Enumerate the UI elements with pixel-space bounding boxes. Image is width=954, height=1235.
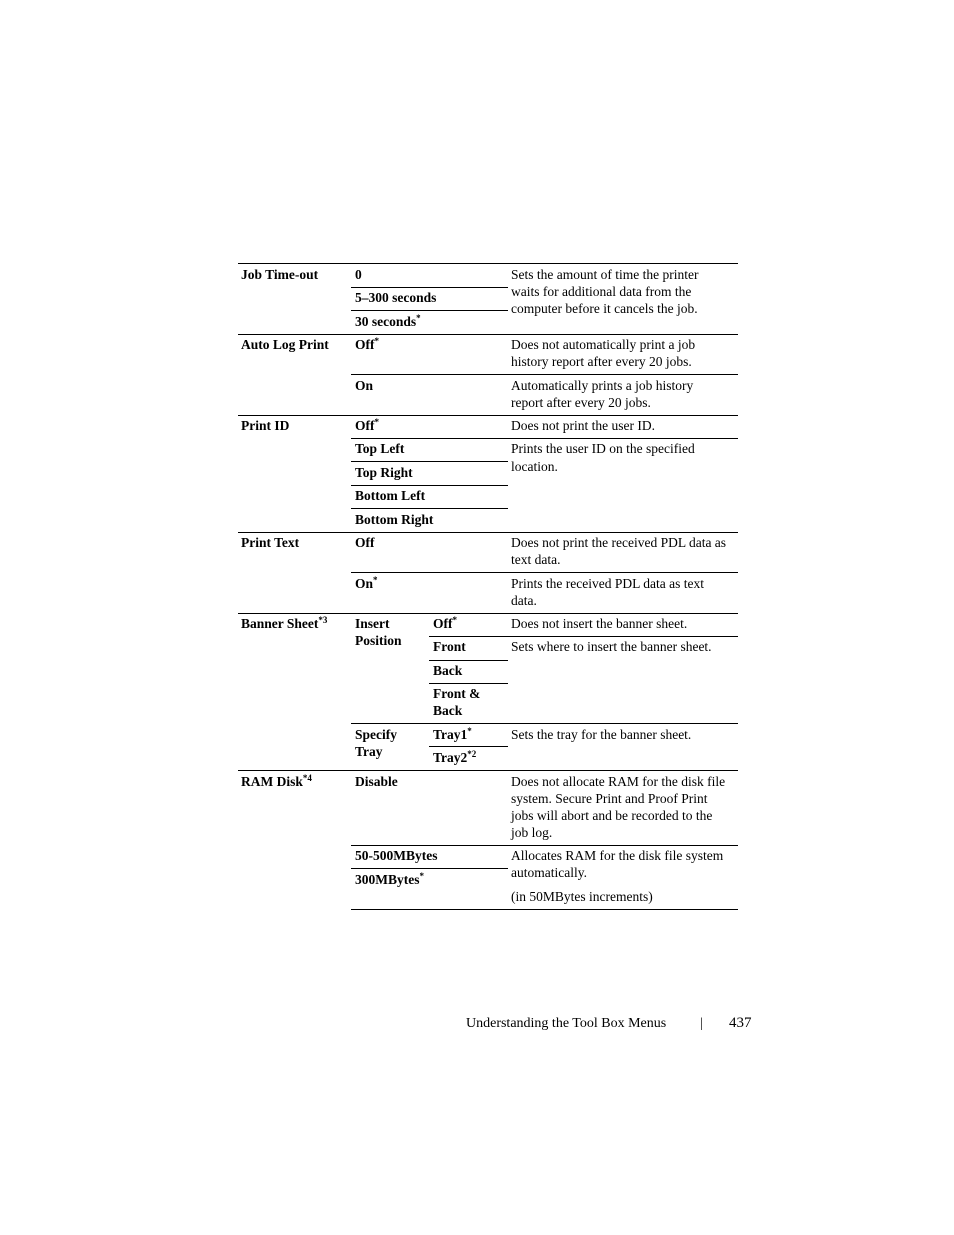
row-divider bbox=[351, 287, 508, 288]
default-marker: * bbox=[467, 726, 472, 736]
description-line: data. bbox=[511, 593, 537, 608]
footer-separator: | bbox=[700, 1016, 703, 1031]
description-line: waits for additional data from the bbox=[511, 284, 692, 299]
option-value: 0 bbox=[355, 267, 362, 282]
option-value: Bottom Left bbox=[355, 488, 426, 503]
description-line: jobs will abort and be recorded to the bbox=[511, 808, 713, 823]
description-line: computer before it cancels the job. bbox=[511, 301, 698, 316]
option-value: On bbox=[355, 378, 374, 393]
footnote-marker: *3 bbox=[318, 615, 328, 625]
option-value: 5–300 seconds bbox=[355, 290, 437, 305]
option-value: Tray2$^{*2}$ bbox=[433, 749, 477, 765]
default-marker: * bbox=[374, 417, 379, 427]
row-divider bbox=[238, 532, 738, 533]
sub-setting-label: Specify bbox=[355, 727, 397, 742]
default-marker: * bbox=[374, 336, 379, 346]
option-value-default: 300MBytes* bbox=[355, 871, 424, 887]
row-divider bbox=[351, 508, 508, 509]
description-line: Prints the received PDL data as text bbox=[511, 576, 704, 591]
description-line: Allocates RAM for the disk file system bbox=[511, 848, 724, 863]
table-bottom-rule bbox=[351, 909, 738, 910]
option-value-default: Off* bbox=[355, 336, 379, 352]
option-value: Back bbox=[433, 703, 463, 718]
row-divider bbox=[351, 461, 508, 462]
description-line: location. bbox=[511, 459, 558, 474]
description-line: job log. bbox=[511, 825, 553, 840]
option-value: 50-500MBytes bbox=[355, 848, 438, 863]
description-line: Sets the tray for the banner sheet. bbox=[511, 727, 692, 742]
row-divider bbox=[351, 723, 738, 724]
description-line: system. Secure Print and Proof Print bbox=[511, 791, 708, 806]
option-value: Off bbox=[355, 535, 375, 550]
description-line: Does not insert the banner sheet. bbox=[511, 616, 688, 631]
option-value: Top Right bbox=[355, 465, 413, 480]
row-divider bbox=[238, 770, 738, 771]
row-divider bbox=[429, 660, 508, 661]
description-line: Sets the amount of time the printer bbox=[511, 267, 699, 282]
description-line: Does not allocate RAM for the disk file bbox=[511, 774, 726, 789]
row-divider bbox=[351, 845, 738, 846]
description-line: text data. bbox=[511, 552, 561, 567]
default-marker: * bbox=[419, 871, 424, 881]
description-note: (in 50MBytes increments) bbox=[511, 889, 653, 904]
option-value: Front bbox=[433, 639, 466, 654]
default-marker: * bbox=[416, 313, 421, 323]
setting-label-print-id: Print ID bbox=[241, 418, 290, 433]
row-divider bbox=[351, 572, 738, 573]
description-line: Sets where to insert the banner sheet. bbox=[511, 639, 712, 654]
description-line: history report after every 20 jobs. bbox=[511, 354, 692, 369]
option-value-default: Off* bbox=[355, 417, 379, 433]
default-marker: * bbox=[373, 575, 378, 585]
row-divider bbox=[238, 334, 738, 335]
row-divider bbox=[351, 374, 738, 375]
default-marker: * bbox=[452, 615, 457, 625]
setting-label-auto-log-print: Auto Log Print bbox=[241, 337, 329, 352]
row-divider bbox=[429, 746, 508, 747]
setting-label-print-text: Print Text bbox=[241, 535, 300, 550]
row-divider bbox=[351, 868, 508, 869]
option-value-default: 30 seconds* bbox=[355, 313, 421, 329]
description-line: Prints the user ID on the specified bbox=[511, 441, 695, 456]
setting-label-job-timeout: Job Time-out bbox=[241, 267, 319, 282]
option-value: Front & bbox=[433, 686, 481, 701]
setting-label-banner-sheet: Banner Sheet$^{*3}$ bbox=[241, 615, 328, 631]
sub-setting-label: Position bbox=[355, 633, 402, 648]
option-value-default: Off* bbox=[433, 615, 457, 631]
option-value-default: On* bbox=[355, 575, 378, 591]
row-divider bbox=[351, 310, 508, 311]
footnote-marker: *4 bbox=[302, 773, 312, 783]
option-value: Top Left bbox=[355, 441, 405, 456]
row-divider bbox=[429, 683, 508, 684]
footnote-marker: *2 bbox=[467, 749, 477, 759]
option-value-default: Tray1* bbox=[433, 726, 472, 742]
row-divider bbox=[351, 485, 508, 486]
option-value: Bottom Right bbox=[355, 512, 434, 527]
sub-setting-label: Tray bbox=[355, 744, 383, 759]
row-divider bbox=[238, 415, 738, 416]
description-line: Does not automatically print a job bbox=[511, 337, 696, 352]
description-line: Automatically prints a job history bbox=[511, 378, 694, 393]
description-line: automatically. bbox=[511, 865, 587, 880]
description-line: Does not print the received PDL data as bbox=[511, 535, 727, 550]
setting-label-ram-disk: RAM Disk$^{*4}$ bbox=[241, 773, 312, 789]
table-top-rule bbox=[238, 263, 738, 264]
option-value: Back bbox=[433, 663, 463, 678]
row-divider bbox=[429, 636, 738, 637]
sub-setting-label: Insert bbox=[355, 616, 390, 631]
row-divider bbox=[238, 613, 738, 614]
page-number: 437 bbox=[729, 1015, 752, 1031]
description-line: report after every 20 jobs. bbox=[511, 395, 651, 410]
option-value: Disable bbox=[355, 774, 398, 789]
row-divider bbox=[351, 438, 738, 439]
description-line: Does not print the user ID. bbox=[511, 418, 655, 433]
footer-section-title: Understanding the Tool Box Menus bbox=[466, 1016, 667, 1031]
